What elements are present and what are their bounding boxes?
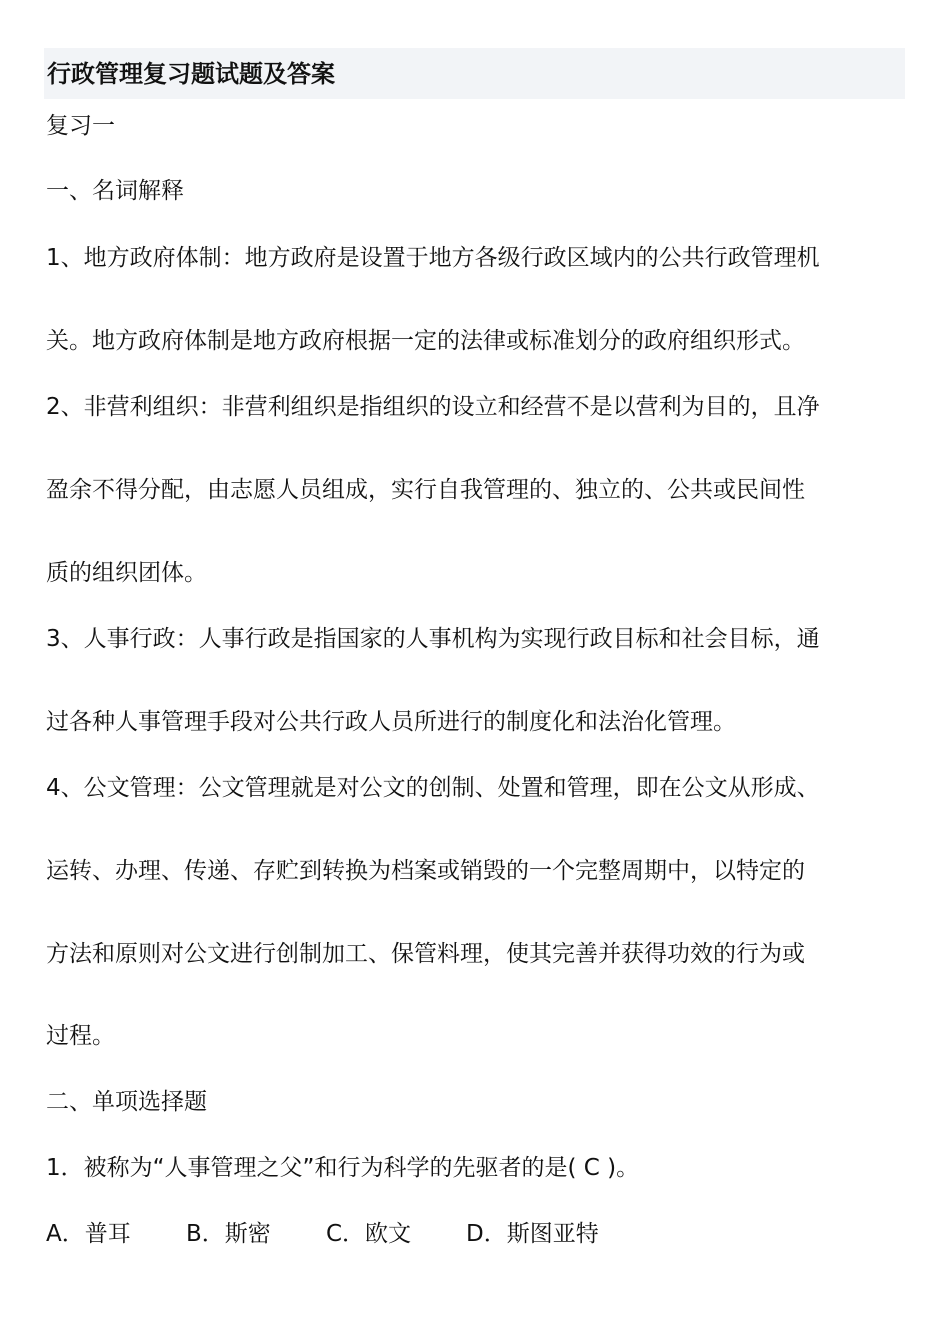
option-c: C．欧文	[326, 1221, 412, 1247]
section-heading-single-choice: 二、单项选择题	[46, 1089, 207, 1115]
option-d: D．斯图亚特	[466, 1221, 599, 1247]
term-1-line-1: 1、地方政府体制：地方政府是设置于地方各级行政区域内的公共行政管理机	[46, 245, 820, 271]
question-1: 1．被称为“人事管理之父”和行为科学的先驱者的是( C )。	[46, 1155, 640, 1181]
term-2-line-2: 盈余不得分配，由志愿人员组成，实行自我管理的、独立的、公共或民间性	[46, 477, 805, 503]
option-a: A．普耳	[46, 1221, 131, 1247]
term-1-line-2: 关。地方政府体制是地方政府根据一定的法律或标准划分的政府组织形式。	[46, 328, 805, 354]
document-title: 行政管理复习题试题及答案	[47, 60, 335, 88]
term-3-line-2: 过各种人事管理手段对公共行政人员所进行的制度化和法治化管理。	[46, 709, 736, 735]
term-3-line-1: 3、人事行政：人事行政是指国家的人事机构为实现行政目标和社会目标，通	[46, 626, 820, 652]
option-b: B．斯密	[186, 1221, 271, 1247]
section-heading-terms: 一、名词解释	[46, 178, 184, 204]
term-4-line-2: 运转、办理、传递、存贮到转换为档案或销毁的一个完整周期中，以特定的	[46, 858, 805, 884]
term-2-line-1: 2、非营利组织：非营利组织是指组织的设立和经营不是以营利为目的，且净	[46, 394, 820, 420]
section-label-review-one: 复习一	[46, 113, 115, 139]
term-4-line-3: 方法和原则对公文进行创制加工、保管料理，使其完善并获得功效的行为或	[46, 941, 805, 967]
term-4-line-1: 4、公文管理：公文管理就是对公文的创制、处置和管理，即在公文从形成、	[46, 775, 820, 801]
term-4-line-4: 过程。	[46, 1023, 115, 1049]
term-2-line-3: 质的组织团体。	[46, 560, 207, 586]
